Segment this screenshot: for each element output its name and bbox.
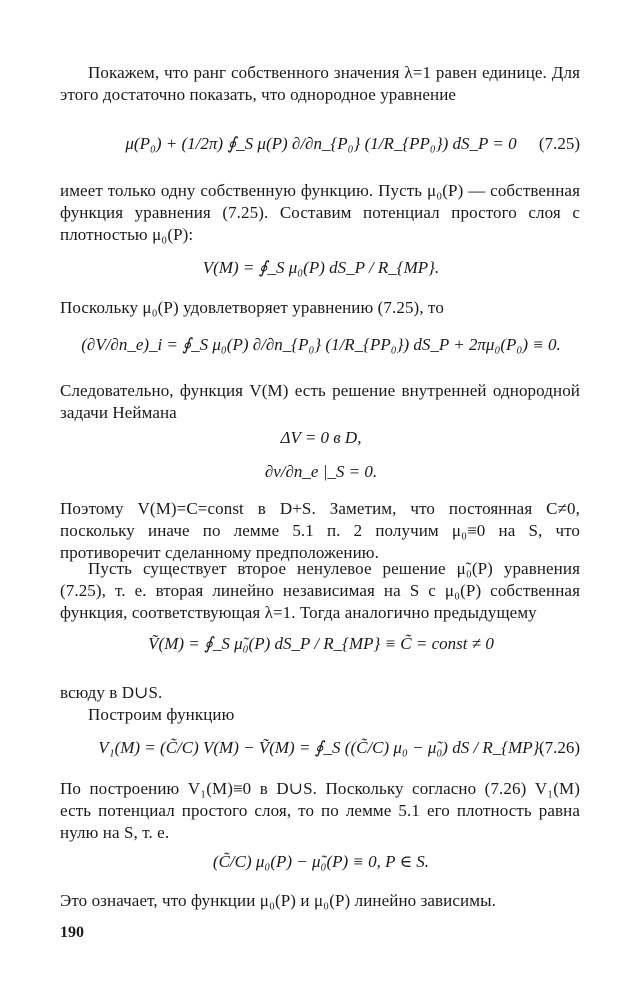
paragraph-neumann: Следовательно, функция V(M) есть решение внутренней однородной задачи Неймана	[60, 381, 580, 422]
paragraph-constant: Поэтому V(M)=C=const в D+S. Заметим, что постоянная C≠0, поскольку иначе по лемме 5.1 п. 2 получим μ₀≡0 на S, что противоречит сделанному предположению.	[60, 499, 580, 562]
formula-density-zero: (C̃/C) μ₀(P) − μ̃₀(P) ≡ 0, P ∈ S.	[212, 852, 430, 871]
formula-boundary: ∂v/∂n_e |_S = 0.	[264, 462, 378, 481]
paragraph-since: Поскольку μ₀(P) удовлетворяет уравнению (7.25), то	[60, 298, 444, 317]
formula-v-tilde: Ṽ(M) = ∮_S μ̃₀(P) dS_P / R_{MP} ≡ C̃ = const ≠ 0	[148, 634, 494, 653]
paragraph-everywhere: всюду в D∪S.	[60, 683, 163, 702]
page-number: 190	[60, 924, 84, 941]
paragraph-eigenfunction: имеет только одну собственную функцию. Пусть μ₀(P) — собственная функция уравнения (7.25). Составим потенциал простого слоя с плотностью μ₀(P):	[60, 181, 580, 244]
paragraph-conclusion: Это означает, что функции μ₀(P) и μ₀(P) линейно зависимы.	[60, 891, 496, 910]
formula-potential: V(M) = ∮_S μ₀(P) dS_P / R_{MP}.	[202, 258, 440, 277]
paragraph-construct: Построим функцию	[88, 705, 235, 724]
formula-laplace: ΔV = 0 в D,	[280, 428, 362, 447]
paragraph-intro: Покажем, что ранг собственного значения λ=1 равен единице. Для этого достаточно показать, что однородное уравнение	[60, 63, 580, 104]
formula-7-25	[0, 134, 642, 154]
equation-number-7-26: (7.26)	[538, 738, 580, 757]
formula-7-26	[0, 738, 642, 758]
formula-text: μ(P₀) + (1/2π) ∮_S μ(P) ∂/∂n_{P₀} (1/R_{PP₀}) dS_P = 0	[125, 134, 517, 153]
paragraph-construction: По построению V₁(M)≡0 в D∪S. Поскольку согласно (7.26) V₁(M) есть потенциал простого слоя, то по лемме 5.1 его плотность равна нулю на S, т. е.	[60, 779, 580, 842]
equation-number-7-25: (7.25)	[538, 134, 580, 153]
formula-normal-derivative: (∂V/∂n_e)_i = ∮_S μ₀(P) ∂/∂n_{P₀} (1/R_{PP₀}) dS_P + 2πμ₀(P₀) ≡ 0.	[81, 335, 561, 354]
paragraph-second-solution: Пусть существует второе ненулевое решение μ̃₀(P) уравнения (7.25), т. е. вторая линейно независимая на S с μ₀(P) собственная функция, соответствующая λ=1. Тогда аналогично предыдущему	[60, 559, 580, 622]
formula-text: V₁(M) = (C̃/C) V(M) − Ṽ(M) = ∮_S ((C̃/C) μ₀ − μ̃₀) dS / R_{MP}.	[98, 738, 544, 757]
